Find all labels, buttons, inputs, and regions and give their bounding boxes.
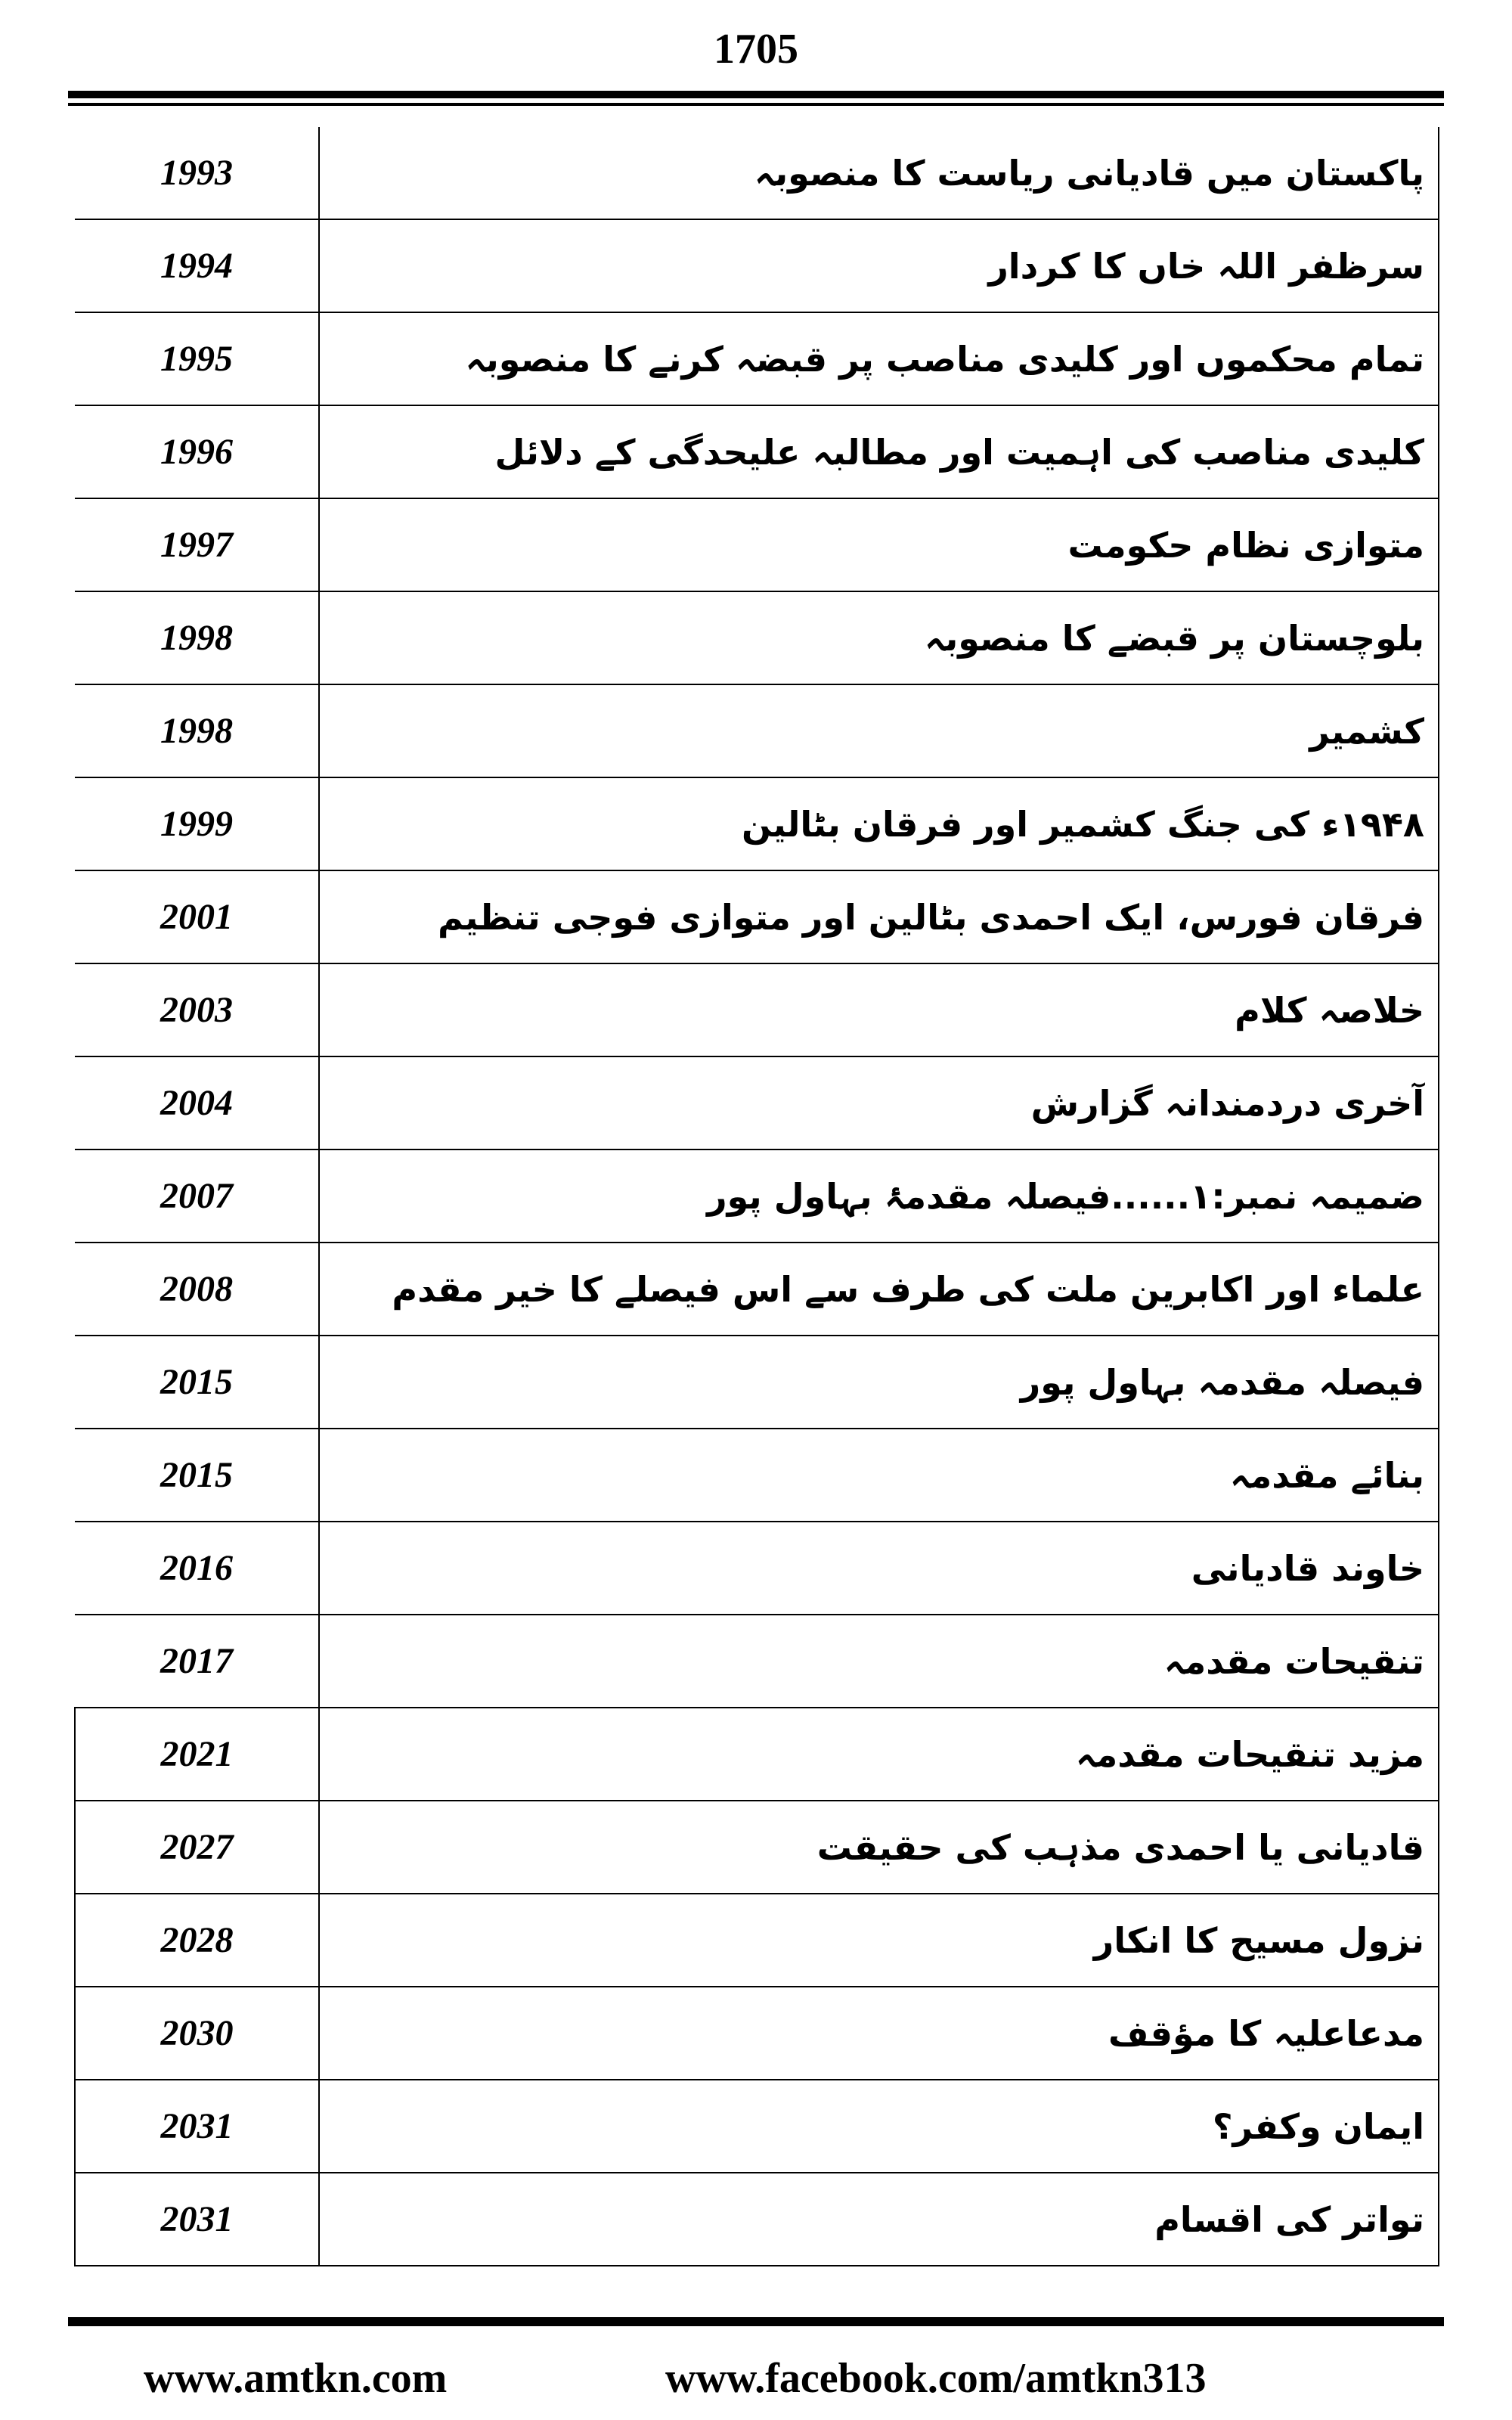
page-number-cell: 1999 (75, 777, 319, 870)
page-number-cell: 2008 (75, 1243, 319, 1336)
table-row (75, 2080, 1439, 2173)
table-row (75, 1056, 1439, 1150)
page-number-cell: 2004 (75, 1056, 319, 1150)
page-number-cell: 2001 (75, 870, 319, 963)
table-row (75, 312, 1439, 405)
page-number-cell: 2016 (75, 1522, 319, 1615)
page-number-cell: 2003 (75, 963, 319, 1056)
section-title-cell: خلاصہ کلام (319, 963, 1439, 1056)
table-row (75, 684, 1439, 777)
page-number-cell: 2030 (75, 1987, 319, 2080)
section-title-cell: بلوچستان پر قبضے کا منصوبہ (319, 591, 1439, 684)
table-row (75, 219, 1439, 312)
facebook-link[interactable]: www.facebook.com/amtkn313 (665, 2355, 1207, 2402)
page-number: 1705 (714, 26, 798, 73)
page-number-cell: 1994 (75, 219, 319, 312)
section-title-cell: تنقیحات مقدمہ (319, 1615, 1439, 1708)
page-number-cell: 1995 (75, 312, 319, 405)
section-title-cell: پاکستان میں قادیانی ریاست کا منصوبہ (319, 127, 1439, 219)
page-number-cell: 1996 (75, 405, 319, 498)
section-title-cell: کلیدی مناصب کی اہمیت اور مطالبہ علیحدگی کے دلائل (319, 405, 1439, 498)
table-row (75, 1336, 1439, 1429)
page-number-cell: 2021 (75, 1708, 319, 1801)
page-number-cell: 1993 (75, 127, 319, 219)
page-number-cell: 2007 (75, 1150, 319, 1243)
page-number-cell: 1998 (75, 591, 319, 684)
table-row (75, 1615, 1439, 1708)
section-title-cell: متوازی نظام حکومت (319, 498, 1439, 591)
page-number-cell: 2028 (75, 1894, 319, 1987)
page-number-cell: 2027 (75, 1801, 319, 1894)
table-row (75, 1429, 1439, 1522)
table-row (75, 405, 1439, 498)
table-of-contents (74, 127, 1439, 2266)
section-title-cell: ضمیمہ نمبر:۱......فیصلہ مقدمۂ بہاول پور (319, 1150, 1439, 1243)
section-title-cell: بنائے مقدمہ (319, 1429, 1439, 1522)
section-title-cell: ایمان وکفر؟ (319, 2080, 1439, 2173)
table-row (75, 1708, 1439, 1801)
section-title-cell: تمام محکموں اور کلیدی مناصب پر قبضہ کرنے کا منصوبہ (319, 312, 1439, 405)
section-title-cell: سرظفر اللہ خاں کا کردار (319, 219, 1439, 312)
table-row (75, 870, 1439, 963)
footer (0, 2352, 1512, 2405)
table-row (75, 591, 1439, 684)
section-title-cell: آخری دردمندانہ گزارش (319, 1056, 1439, 1150)
header-rule-thin (68, 103, 1444, 106)
table-row (75, 777, 1439, 870)
section-title-cell: مزید تنقیحات مقدمہ (319, 1708, 1439, 1801)
page-number-cell: 2017 (75, 1615, 319, 1708)
table-row (75, 1894, 1439, 1987)
table-row (75, 963, 1439, 1056)
section-title-cell: تواتر کی اقسام (319, 2173, 1439, 2266)
footer-rule (68, 2317, 1444, 2326)
table-row (75, 1150, 1439, 1243)
table-row (75, 1801, 1439, 1894)
table-row (75, 1243, 1439, 1336)
section-title-cell: مدعاعلیہ کا مؤقف (319, 1987, 1439, 2080)
section-title-cell: کشمیر (319, 684, 1439, 777)
page-number-cell: 1997 (75, 498, 319, 591)
page-number-cell: 2015 (75, 1336, 319, 1429)
header-rule-thick (68, 91, 1444, 98)
table-row (75, 2173, 1439, 2266)
table-row (75, 1987, 1439, 2080)
section-title-cell: نزول مسیح کا انکار (319, 1894, 1439, 1987)
section-title-cell: ۱۹۴۸ء کی جنگ کشمیر اور فرقان بٹالین (319, 777, 1439, 870)
page-number-cell: 1998 (75, 684, 319, 777)
table-row (75, 1522, 1439, 1615)
section-title-cell: فرقان فورس، ایک احمدی بٹالین اور متوازی فوجی تنظیم (319, 870, 1439, 963)
section-title-cell: علماء اور اکابرین ملت کی طرف سے اس فیصلے کا خیر مقدم (319, 1243, 1439, 1336)
section-title-cell: قادیانی یا احمدی مذہب کی حقیقت (319, 1801, 1439, 1894)
table-row (75, 498, 1439, 591)
page-number-cell: 2015 (75, 1429, 319, 1522)
website-link[interactable]: www.amtkn.com (144, 2355, 448, 2402)
page-number-cell: 2031 (75, 2080, 319, 2173)
page-number-cell: 2031 (75, 2173, 319, 2266)
section-title-cell: خاوند قادیانی (319, 1522, 1439, 1615)
table-row (75, 127, 1439, 219)
section-title-cell: فیصلہ مقدمہ بہاول پور (319, 1336, 1439, 1429)
